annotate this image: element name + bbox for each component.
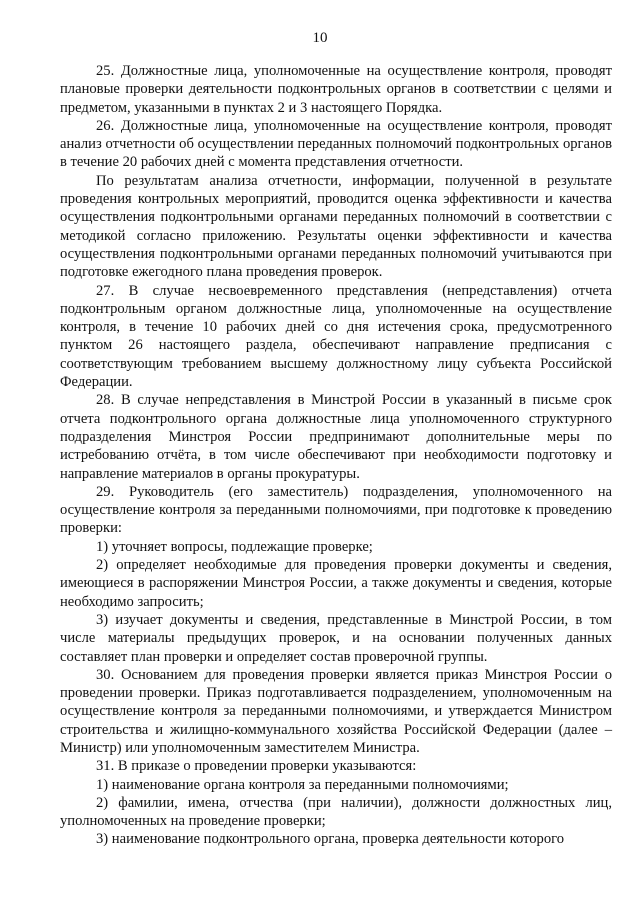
paragraph-29-item-3: 3) изучает документы и сведения, представленные в Минстрой России, в том числе материалы предыдущих проверок, и на основании полученных данных составляет план проверки и определяет состав проверочной группы. [60, 611, 612, 665]
paragraph-31: 31. В приказе о проведении проверки указываются: [96, 758, 417, 775]
paragraph-29: 29. Руководитель (его заместитель) подразделения, уполномоченного на осуществление контроля за переданными полномочиями, при подготовке к проведению проверки: [60, 483, 612, 537]
paragraph-29-item-2: 2) определяет необходимые для проведения проверки документы и сведения, имеющиеся в распоряжении Минстроя России, а также документы и сведения, которые необходимо запросить; [60, 557, 612, 610]
paragraph-28: 28. В случае непредставления в Минстрой России в указанный в письме срок отчета подконтрольного органа должностные лица уполномоченного структурного подразделения Минстроя России предпринимают дополнительные меры по истребованию отчёта, в том числе обеспечивают при необходимости подготовку и направление материалов в органы прокуратуры. [60, 392, 612, 482]
paragraph-27: 27. В случае несвоевременного представления (непредставления) отчета подконтрольным органом должностные лица, уполномоченные на осуществление контроля, в течение 10 рабочих дней со дня истечения срока, предусмотренного пунктом 26 настоящего раздела, обеспечивают направление предписания с соответствующим требованием высшему должностному лицу субъекта Российской Федерации. [60, 282, 612, 391]
paragraph-30: 30. Основанием для проведения проверки является приказ Минстроя России о проведении проверки. Приказ подготавливается подразделением, уполномоченным на осуществление контроля за переданными полномочиями, и утверждается Министром строительства и жилищно-коммунального хозяйства Российской Федерации (далее – Министр) или уполномоченным заместителем Министра. [60, 666, 612, 756]
paragraph-26-evaluation: По результатам анализа отчетности, информации, полученной в результате проведения контрольных мероприятий, проводится оценка эффективности и качества осуществления подконтрольными органами переданных полномочий в соответствии с методикой согласно приложению. Результаты оценки эффективности и качества осуществления подконтрольными органами переданных полномочий учитываются при подготовке ежегодного плана проведения проверок. [60, 172, 612, 281]
paragraph-31-item-2: 2) фамилии, имена, отчества (при наличии), должности должностных лиц, уполномоченных на проведение проверки; [60, 794, 612, 830]
page-number: 10 [312, 30, 328, 46]
paragraph-31-item-3: 3) наименование подконтрольного органа, проверка деятельности которого [96, 831, 565, 848]
paragraph-29-item-1: 1) уточняет вопросы, подлежащие проверке; [96, 538, 373, 555]
paragraph-26: 26. Должностные лица, уполномоченные на осуществление контроля, проводят анализ отчетности об осуществлении переданных полномочий подконтрольных органов в течение 20 рабочих дней с момента представления отчетности. [60, 117, 612, 171]
paragraph-25: 25. Должностные лица, уполномоченные на осуществление контроля, проводят плановые проверки деятельности подконтрольных органов в соответствии с целями и предметом, указанными в пунктах 2 и 3 настоящего Порядка. [60, 63, 612, 116]
paragraph-31-item-1: 1) наименование органа контроля за переданными полномочиями; [96, 776, 509, 793]
